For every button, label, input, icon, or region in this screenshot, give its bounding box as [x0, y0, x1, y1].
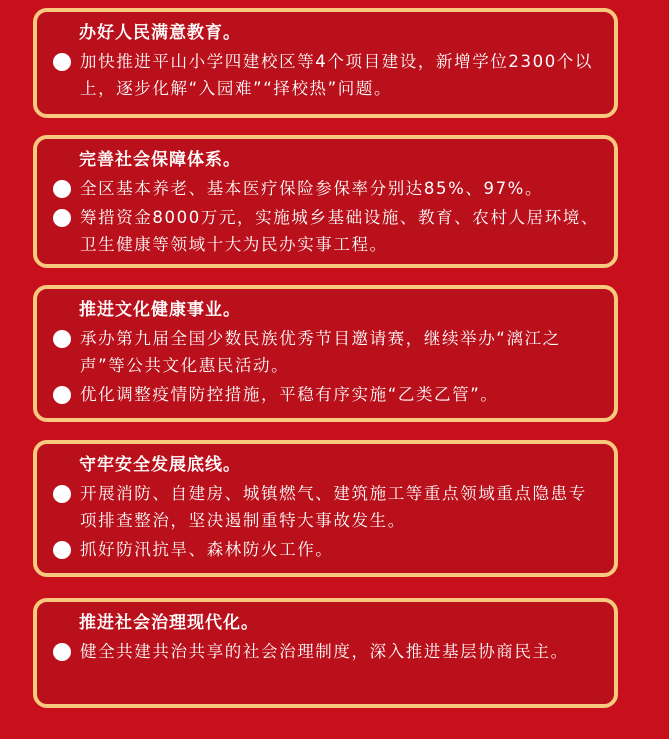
- item-text: 健全共建共治共享的社会治理制度，深入推进基层协商民主。: [80, 642, 569, 661]
- list-item: [53, 480, 600, 534]
- item-text: 抓好防汛抗旱、森林防火工作。: [80, 540, 334, 559]
- list-item: [53, 638, 600, 665]
- item-text: 加快推进平山小学四建校区等4个项目建设，新增学位2300个以上，逐步化解“入园难”“择校热”问题。: [80, 52, 593, 98]
- section-governance: [33, 598, 618, 708]
- bullet-icon: [53, 330, 71, 348]
- section-title: 推进社会治理现代化。: [79, 613, 259, 633]
- section-title: 守牢安全发展底线。: [79, 455, 241, 475]
- section-title: 完善社会保障体系。: [79, 150, 241, 170]
- item-text: 优化调整疫情防控措施，平稳有序实施“乙类乙管”。: [80, 385, 499, 404]
- section-social-security: [33, 135, 618, 268]
- list-item: [53, 175, 600, 202]
- section-safety: [33, 440, 618, 577]
- section-title: 推进文化健康事业。: [79, 300, 241, 320]
- section-education: [33, 8, 618, 118]
- bullet-icon: [53, 643, 71, 661]
- item-text: 全区基本养老、基本医疗保险参保率分别达85%、97%。: [80, 179, 544, 198]
- list-item: [53, 536, 600, 563]
- list-item: [53, 381, 600, 408]
- bullet-icon: [53, 541, 71, 559]
- item-text: 筹措资金8000万元，实施城乡基础设施、教育、农村人居环境、卫生健康等领域十大为民办实事工程。: [80, 208, 599, 254]
- bullet-icon: [53, 209, 71, 227]
- list-item: [53, 325, 600, 379]
- item-text: 承办第九届全国少数民族优秀节目邀请赛，继续举办“漓江之声”等公共文化惠民活动。: [80, 329, 561, 375]
- bullet-icon: [53, 180, 71, 198]
- bullet-icon: [53, 485, 71, 503]
- list-item: [53, 204, 600, 258]
- section-title: 办好人民满意教育。: [79, 23, 241, 43]
- section-culture-health: [33, 285, 618, 422]
- list-item: [53, 48, 600, 102]
- item-text: 开展消防、自建房、城镇燃气、建筑施工等重点领域重点隐患专项排查整治，坚决遏制重特大事故发生。: [80, 484, 587, 530]
- bullet-icon: [53, 386, 71, 404]
- bullet-icon: [53, 53, 71, 71]
